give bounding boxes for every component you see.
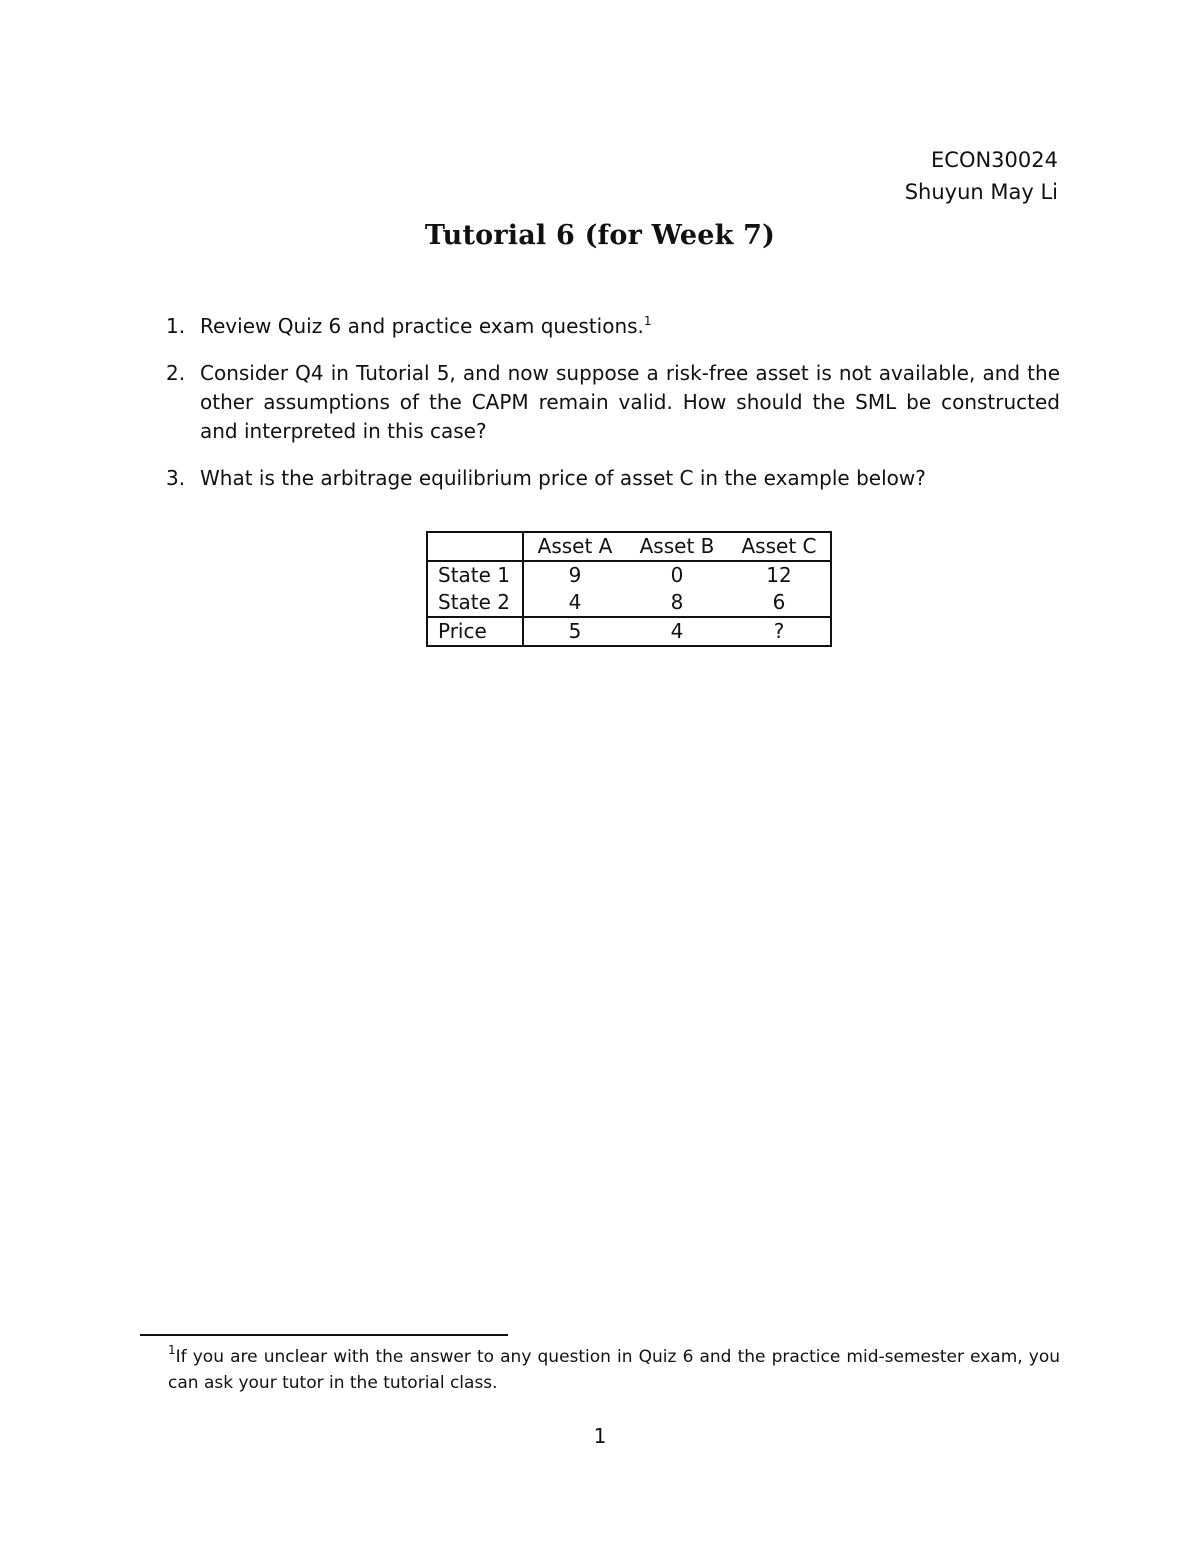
asset-payoff-table: [426, 531, 832, 647]
column-header: Asset A: [523, 532, 626, 561]
table-row: [427, 617, 831, 646]
table-cell: 9: [568, 563, 582, 587]
question-3: [166, 464, 1060, 493]
question-number: 3.: [166, 466, 186, 490]
table-cell: 4: [568, 590, 582, 614]
footnote-mark: 1: [168, 1343, 176, 1357]
question-text: What is the arbitrage equilibrium price of asset C in the example below?: [200, 466, 926, 490]
header-block: [905, 144, 1058, 208]
footnote-text: If you are unclear with the answer to any question in Quiz 6 and the practice mid-semester exam, you can ask your tutor in the tutorial class.: [168, 1347, 1060, 1393]
question-2: [166, 359, 1060, 446]
question-number: 2.: [166, 361, 186, 385]
question-number: 1.: [166, 314, 186, 338]
table-cell: 4: [626, 617, 728, 646]
author-name: Shuyun May Li: [904, 180, 1058, 204]
row-label: State 2: [427, 589, 523, 617]
table-cell: 8: [670, 590, 684, 614]
table-cell: 6: [772, 590, 786, 614]
column-header: Asset B: [626, 532, 728, 561]
question-text: Consider Q4 in Tutorial 5, and now suppose a risk-free asset is not available, and the other assumptions of the CAPM remain valid. How should the SML be constructed and interpreted in this case?: [200, 361, 1060, 443]
footnote: [140, 1344, 1060, 1396]
row-label: State 1: [427, 561, 523, 589]
row-label: Price: [427, 617, 523, 646]
page-number: 1: [593, 1424, 607, 1448]
table-cell: 12: [766, 563, 792, 587]
page-title: Tutorial 6 (for Week 7): [424, 220, 776, 251]
table-row: [427, 589, 831, 617]
question-1: [166, 312, 1060, 341]
footnote-divider: [140, 1334, 508, 1336]
question-text: Review Quiz 6 and practice exam questions.: [200, 314, 644, 338]
table-corner-cell: [427, 532, 523, 561]
table-row: [427, 561, 831, 589]
table-header-row: [427, 532, 831, 561]
question-list: [166, 312, 1060, 511]
table-cell: 0: [670, 563, 684, 587]
footnote-mark: 1: [643, 314, 652, 328]
column-header: Asset C: [728, 532, 831, 561]
table-cell: ?: [728, 617, 831, 646]
table-cell: 5: [523, 617, 626, 646]
course-code: ECON30024: [931, 148, 1058, 172]
